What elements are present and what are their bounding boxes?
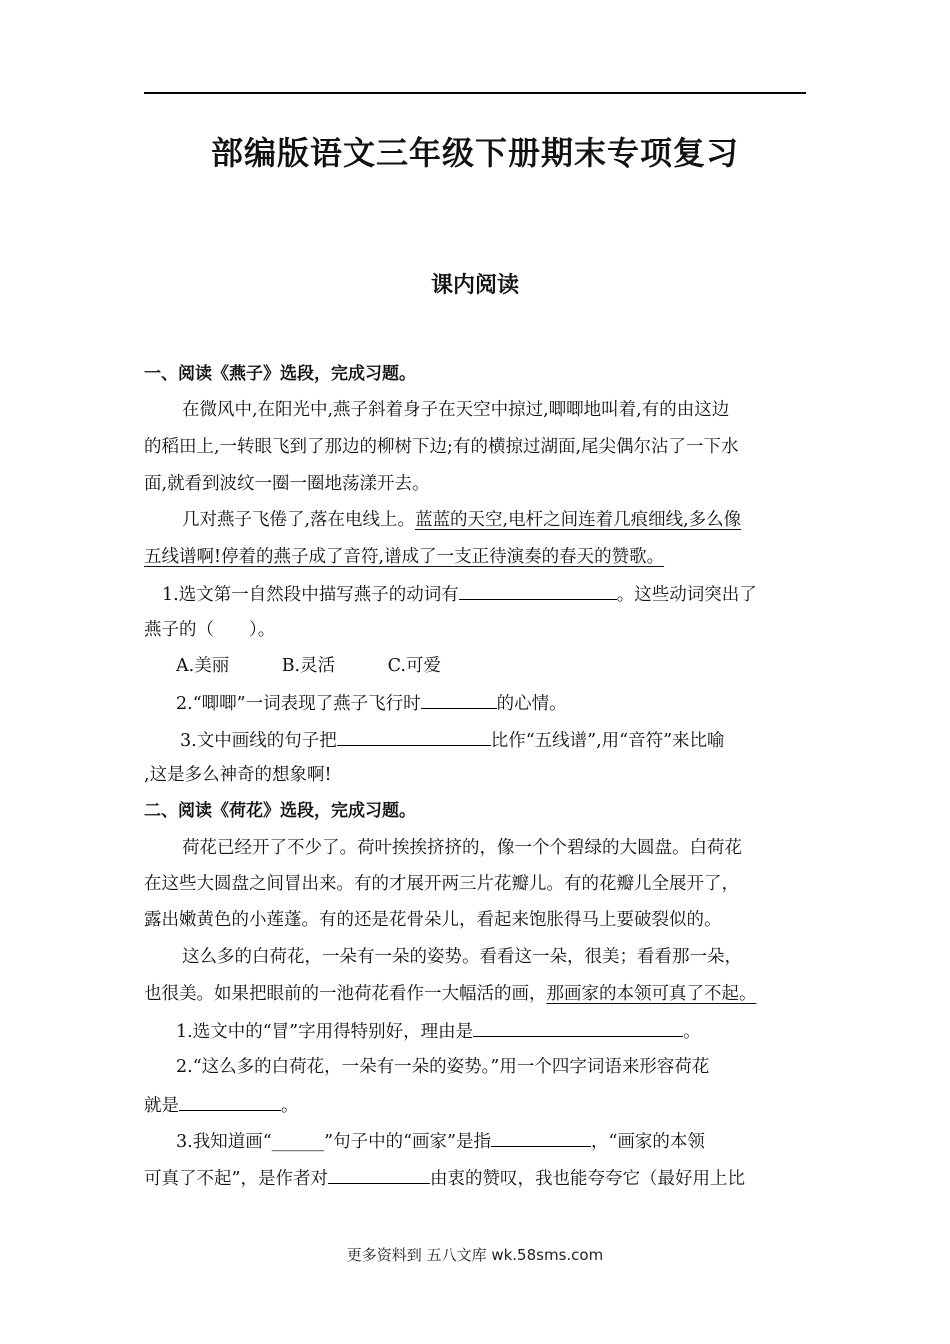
page-subtitle: 课内阅读: [430, 273, 519, 298]
section1-q3-prompt: 3.文中画线的句子把: [180, 731, 337, 751]
header-rule: [144, 92, 806, 94]
section2-paragraph2-plain: 也很美。如果把眼前的一池荷花看作一大幅活的画，: [144, 984, 547, 1004]
section2-paragraph2-line1: 这么多的白荷花，一朵有一朵的姿势。看看这一朵，很美；看看那一朵，: [182, 947, 742, 967]
section1-q2-prompt-cont: 的心情。: [496, 694, 567, 714]
section2-q3-prompt-cont: ，“画家的本领: [590, 1132, 705, 1152]
section1-underlined-sentence-part1: 蓝蓝的天空,电杆之间连着几痕细线,多么像: [415, 510, 742, 530]
section2-q3-answer-blank2[interactable]: [328, 1165, 430, 1184]
section2-paragraph2-line2: [144, 982, 757, 1006]
section2-q2-answer-blank[interactable]: [179, 1092, 281, 1111]
section2-q3-prompt: 3.我知道画“______”句子中的“画家”是指: [176, 1132, 491, 1152]
section2-question1: [176, 1018, 701, 1044]
section2-q2-prompt: 就是: [144, 1096, 179, 1116]
section2-q3-answer-blank1[interactable]: [491, 1128, 591, 1147]
section2-heading: 二、阅读《荷花》选段，完成习题。: [144, 801, 416, 821]
section1-question1-line1: [162, 581, 757, 607]
section1-question3-line1: [180, 727, 725, 753]
section2-q1-prompt: 1.选文中的“冒”字用得特别好，理由是: [176, 1022, 474, 1042]
section2-q3-prompt2-cont: 由衷的赞叹，我也能夸夸它（最好用上比: [429, 1169, 745, 1189]
section1-question1-options: A.美丽 B.灵活 C.可爱: [176, 656, 441, 676]
section2-question3-line1: [176, 1128, 705, 1154]
section1-question2: [176, 690, 567, 716]
section2-q2-prompt-cont: 。: [281, 1096, 299, 1116]
section1-paragraph1-line2: 的稻田上,一转眼飞到了那边的柳树下边;有的横掠过湖面,尾尖偶尔沾了一下水: [144, 437, 739, 457]
section2-q1-prompt-cont: 。: [683, 1022, 701, 1042]
section1-question3-line2: ,这是多么神奇的想象啊!: [144, 765, 332, 785]
section2-q1-answer-blank[interactable]: [473, 1018, 683, 1037]
section1-q1-prompt-cont: 。这些动词突出了: [616, 585, 757, 605]
section1-q2-prompt: 2.“唧唧”一词表现了燕子飞行时: [176, 694, 421, 714]
section1-paragraph2-line1: [182, 508, 741, 532]
section1-paragraph1-line1: 在微风中,在阳光中,燕子斜着身子在天空中掠过,唧唧地叫着,有的由这边: [182, 400, 730, 420]
section2-underlined-sentence: 那画家的本领可真了不起。: [546, 984, 757, 1004]
section1-paragraph1-line3: 面,就看到波纹一圈一圈地荡漾开去。: [144, 474, 430, 494]
section2-paragraph1-line3: 露出嫩黄色的小莲蓬。有的还是花骨朵儿，看起来饱胀得马上要破裂似的。: [144, 910, 722, 930]
section1-q3-prompt-cont: 比作“五线谱”,用“音符”来比喻: [490, 731, 725, 751]
section1-q1-answer-blank[interactable]: [459, 581, 617, 600]
section1-question1-line2: 燕子的（ ）。: [144, 620, 276, 640]
section2-question2-line1: 2.“这么多的白荷花，一朵有一朵的姿势。”用一个四字词语来形容荷花: [176, 1057, 710, 1077]
footer-source: 更多资料到 五八文库 wk.58sms.com: [346, 1246, 604, 1264]
section1-q2-answer-blank[interactable]: [421, 690, 497, 709]
section1-q3-answer-blank[interactable]: [337, 727, 491, 746]
section2-paragraph1-line1: 荷花已经开了不少了。荷叶挨挨挤挤的，像一个个碧绿的大圆盘。白荷花: [182, 838, 742, 858]
section2-q3-prompt2: 可真了不起”，是作者对: [144, 1169, 328, 1189]
section1-heading: 一、阅读《燕子》选段，完成习题。: [144, 364, 416, 384]
section1-q1-prompt: 1.选文第一自然段中描写燕子的动词有: [162, 585, 459, 605]
section2-paragraph1-line2: 在这些大圆盘之间冒出来。有的才展开两三片花瓣儿。有的花瓣儿全展开了，: [144, 874, 739, 894]
section2-question2-line2: [144, 1092, 299, 1118]
page-title: 部编版语文三年级下册期末专项复习: [210, 134, 739, 172]
section1-paragraph2-plain: 几对燕子飞倦了,落在电线上。: [182, 510, 416, 530]
section2-question3-line2: [144, 1165, 745, 1191]
section1-underlined-sentence-part2: 五线谱啊!停着的燕子成了音符,谱成了一支正待演奏的春天的赞歌。: [144, 547, 665, 567]
